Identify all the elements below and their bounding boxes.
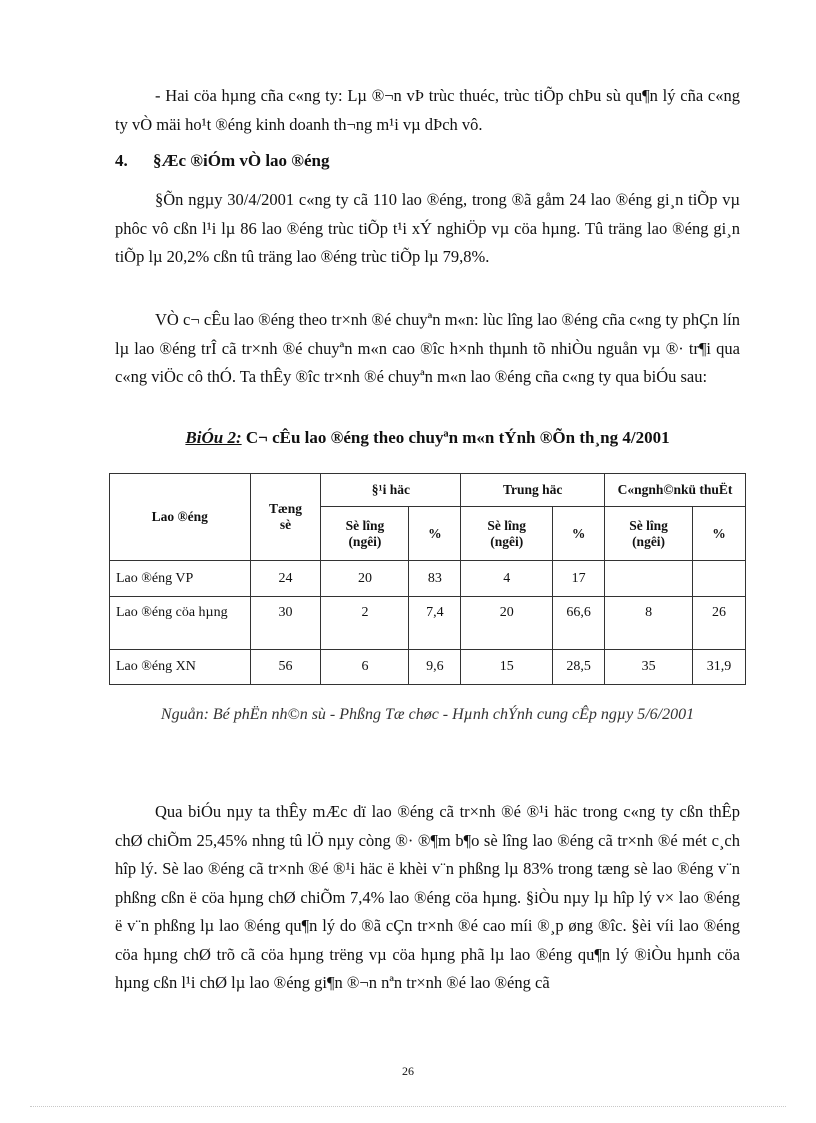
cell-cn-pct (693, 561, 746, 597)
cell-dh-sl: 20 (321, 561, 409, 597)
table-caption (115, 428, 740, 448)
row-label: Lao ®éng cöa hµng (110, 597, 251, 650)
subheader-pct: % (553, 507, 605, 561)
subheader-so-luong: Sè lîng (ngêi) (321, 507, 409, 561)
subheader-so-luong: Sè lîng (ngêi) (461, 507, 553, 561)
section-heading (115, 151, 330, 171)
table-caption-text: C¬ cÊu lao ®éng theo chuyªn m«n tÝnh ®Õn th¸ng 4/2001 (245, 428, 670, 447)
table-row (110, 561, 746, 597)
cell-tong: 24 (250, 561, 321, 597)
cell-dh-pct: 83 (409, 561, 461, 597)
cell-tong: 56 (250, 650, 321, 685)
subheader-pct: % (693, 507, 746, 561)
cell-th-pct: 17 (553, 561, 605, 597)
cell-cn-sl: 8 (605, 597, 693, 650)
cell-dh-pct: 9,6 (409, 650, 461, 685)
cell-cn-sl (605, 561, 693, 597)
cell-cn-pct: 26 (693, 597, 746, 650)
source-note: Nguån: Bé phËn nh©n sù - Phßng Tæ chøc - Hµnh chÝnh cung cÊp ngµy 5/6/2001 (160, 706, 695, 723)
cell-dh-sl: 6 (321, 650, 409, 685)
cell-th-pct: 66,6 (553, 597, 605, 650)
paragraph-store-units: - Hai cöa hµng cña c«ng ty: Lµ ®¬n vÞ trùc thuéc, trùc tiÕp chÞu sù qu¶n lý cña c«ng ty vÒ mäi ho¹t ®éng kinh doanh th¬ng m¹i vµ dÞch vô. (115, 86, 740, 134)
page-number: 26 (402, 1064, 414, 1078)
cell-cn-sl: 35 (605, 650, 693, 685)
cell-dh-sl: 2 (321, 597, 409, 650)
table-row (110, 597, 746, 650)
paragraph-labor-structure: VÒ c¬ cÊu lao ®éng theo tr×nh ®é chuyªn m«n: lùc lîng lao ®éng cña c«ng ty phÇn lín lµ lao ®éng trÎ cã tr×nh ®é chuyªn m«n cao ®îc h×nh thµnh tõ nhiÒu nguån vµ ®· tr¶i qua c«ng viÖc cô thÓ. Ta thÊy ®îc tr×nh ®é chuyªn m«n lao ®éng cña c«ng ty qua biÓu sau: (115, 310, 740, 386)
table-row (110, 650, 746, 685)
cell-dh-pct: 7,4 (409, 597, 461, 650)
header-tong-so: Tæng sè (250, 474, 321, 561)
cell-th-sl: 15 (461, 650, 553, 685)
subheader-pct: % (409, 507, 461, 561)
header-lao-dong: Lao ®éng (110, 474, 251, 561)
cell-th-pct: 28,5 (553, 650, 605, 685)
row-label: Lao ®éng VP (110, 561, 251, 597)
row-label: Lao ®éng XN (110, 650, 251, 685)
cell-th-sl: 20 (461, 597, 553, 650)
section-number: 4. (115, 151, 128, 170)
paragraph-analysis: Qua biÓu nµy ta thÊy mÆc dï lao ®éng cã tr×nh ®é ®¹i häc trong c«ng ty cßn thÊp chØ chiÕm 25,45% nhng tû lÖ nµy còng ®· ®¶m b¶o sè lîng lao ®éng cã tr×nh ®é mét c¸ch hîp lý. Sè lao ®éng cã tr×nh ®é ®¹i häc ë khèi v¨n phßng lµ 83% trong tæng sè lao ®éng v¨n phßng cßn ë cöa hµng chØ chiÕm 7,4% lao ®éng cöa hµng. §iÒu nµy lµ hîp lý v× lao ®éng ë v¨n phßng lµ lao ®éng qu¶n lý do ®ã cÇn tr×nh ®é cao míi ®¸p øng ®îc. §èi víi lao ®éng cöa hµng chØ trõ cã cöa hµng trëng vµ cöa hµng phã lµ lao ®éng qu¶n lý ®iÒu hµnh cöa hµng cßn l¹i chØ lµ lao ®éng gi¶n ®¬n nªn tr×nh ®é lao ®éng cã (115, 802, 740, 992)
cell-th-sl: 4 (461, 561, 553, 597)
footer-divider (30, 1106, 786, 1107)
cell-cn-pct: 31,9 (693, 650, 746, 685)
header-dai-hoc: §¹i häc (321, 474, 461, 507)
paragraph-labor-count: §Õn ngµy 30/4/2001 c«ng ty cã 110 lao ®éng, trong ®ã gåm 24 lao ®éng gi¸n tiÕp vµ phôc vô cßn l¹i lµ 86 lao ®éng trùc tiÕp t¹i xÝ nghiÖp vµ cöa hµng. Tû träng lao ®éng gi¸n tiÕp lµ 20,2% cßn tû träng lao ®éng trùc tiÕp lµ 79,8%. (115, 190, 740, 266)
cell-tong: 30 (250, 597, 321, 650)
header-cong-nhan: C«ngnh©nkü thuËt (605, 474, 746, 507)
section-title: §Æc ®iÓm vÒ lao ®éng (153, 151, 330, 170)
header-trung-hoc: Trung häc (461, 474, 605, 507)
subheader-so-luong: Sè lîng (ngêi) (605, 507, 693, 561)
table-caption-label: BiÓu 2: (185, 428, 242, 447)
labor-structure-table (109, 473, 746, 685)
